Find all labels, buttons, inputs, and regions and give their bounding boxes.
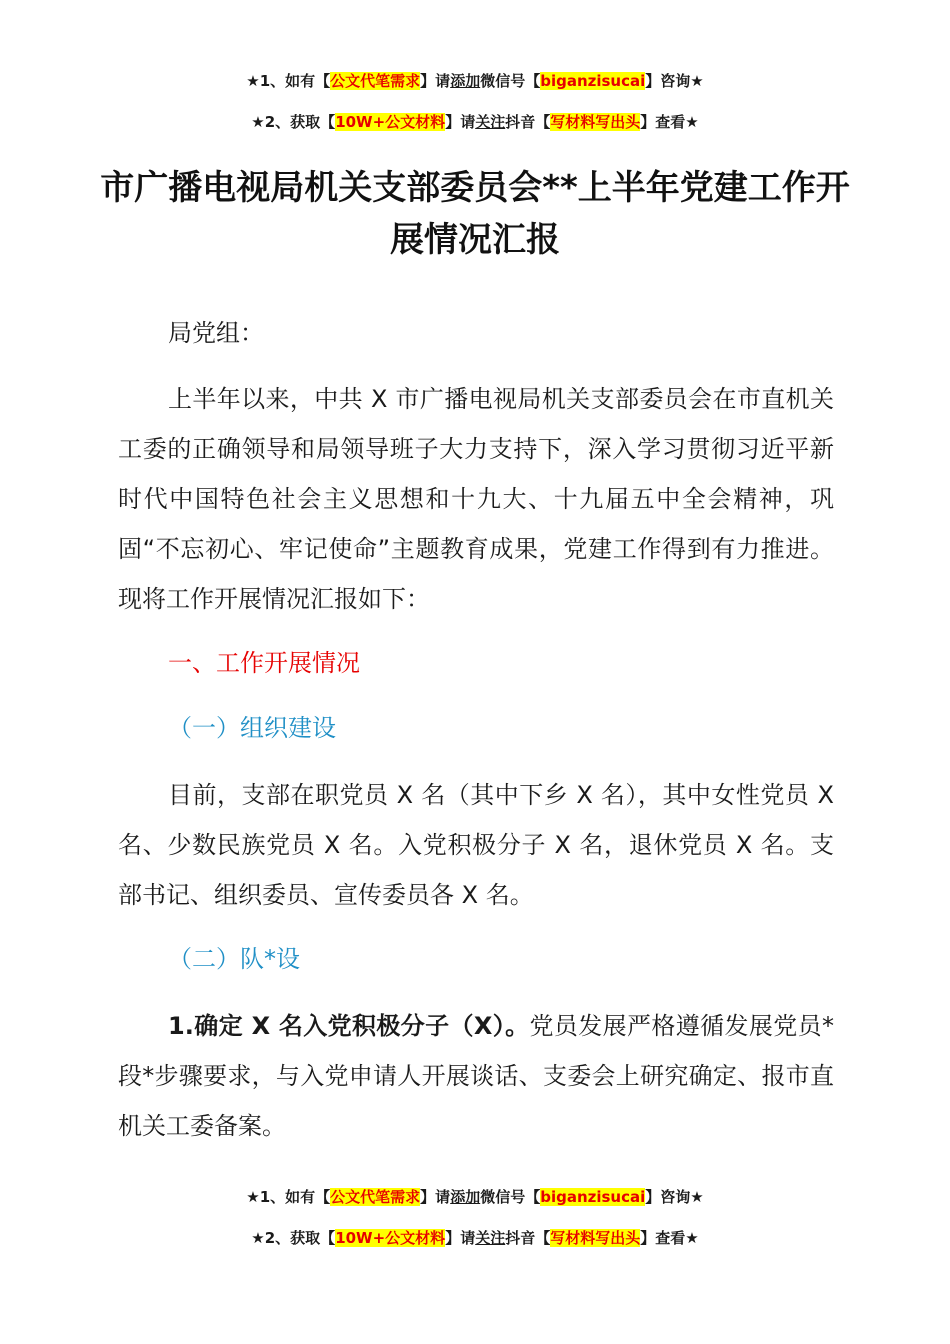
banner-highlight: 10W+公文材料 [335,1229,446,1247]
subsection-heading-2: （二）队*设 [168,945,300,973]
section-heading: 一、工作开展情况 [168,649,360,677]
banner-text: 】查看★ [640,1229,699,1247]
intro-paragraph: 上半年以来，中共 X 市广播电视局机关支部委员会在市直机关工委的正确领导和局领导班子大力支持下，深入学习贯彻习近平新时代中国特色社会主义思想和十九大、十九届五中全会精神，巩固“不忘初心、牢记使命”主题教育成果，党建工作得到有力推进。现将工作开展情况汇报如下： [118,385,834,613]
banner-text: 微信号【 [480,72,541,90]
banner-text: ★1、如有【 [246,72,331,90]
promo-banner-bottom-line1 [0,1186,950,1208]
document-title: 市广播电视局机关支部委员会**上半年党建工作开展情况汇报 [100,168,850,260]
item-lead: 1.确定 X 名入党积极分子（X）。 [168,1012,530,1040]
banner-underline: 关注 [475,113,506,131]
banner-underline: 关注 [475,1229,506,1247]
banner-highlight: 公文代笔需求 [330,1188,421,1206]
banner-highlight: biganzisucai [540,1188,646,1206]
salutation: 局党组： [168,319,264,347]
promo-banner-top-line2 [0,111,950,133]
banner-highlight: 写材料写出头 [550,113,641,131]
subsection-heading-1: （一）组织建设 [168,714,336,742]
banner-highlight: 10W+公文材料 [335,113,446,131]
banner-text: 微信号【 [480,1188,541,1206]
banner-underline: 添加 [450,72,481,90]
banner-highlight: biganzisucai [540,72,646,90]
banner-text: ★2、获取【 [251,113,336,131]
banner-text: 抖音【 [505,1229,551,1247]
banner-underline: 添加 [450,1188,481,1206]
item-text: 党员发展严格遵循发展党员*段*步骤要求，与入党申请人开展谈话、支委会上研究确定、报市直机关工委备案。 [118,1012,834,1140]
banner-text: 】请 [445,1229,476,1247]
item-paragraph [118,1001,834,1151]
org-paragraph: 目前，支部在职党员 X 名（其中下乡 X 名），其中女性党员 X 名、少数民族党员 X 名。入党积极分子 X 名，退休党员 X 名。支部书记、组织委员、宣传委员各 X 名。 [118,781,834,909]
banner-text: 】请 [420,1188,451,1206]
banner-text: ★1、如有【 [246,1188,331,1206]
promo-banner-top-line1 [0,70,950,92]
banner-text: 】咨询★ [645,72,704,90]
banner-text: 】咨询★ [645,1188,704,1206]
banner-highlight: 写材料写出头 [550,1229,641,1247]
banner-highlight: 公文代笔需求 [330,72,421,90]
banner-text: 抖音【 [505,113,551,131]
banner-text: 】查看★ [640,113,699,131]
banner-text: 】请 [420,72,451,90]
banner-text: 】请 [445,113,476,131]
promo-banner-bottom-line2 [0,1227,950,1249]
banner-text: ★2、获取【 [251,1229,336,1247]
